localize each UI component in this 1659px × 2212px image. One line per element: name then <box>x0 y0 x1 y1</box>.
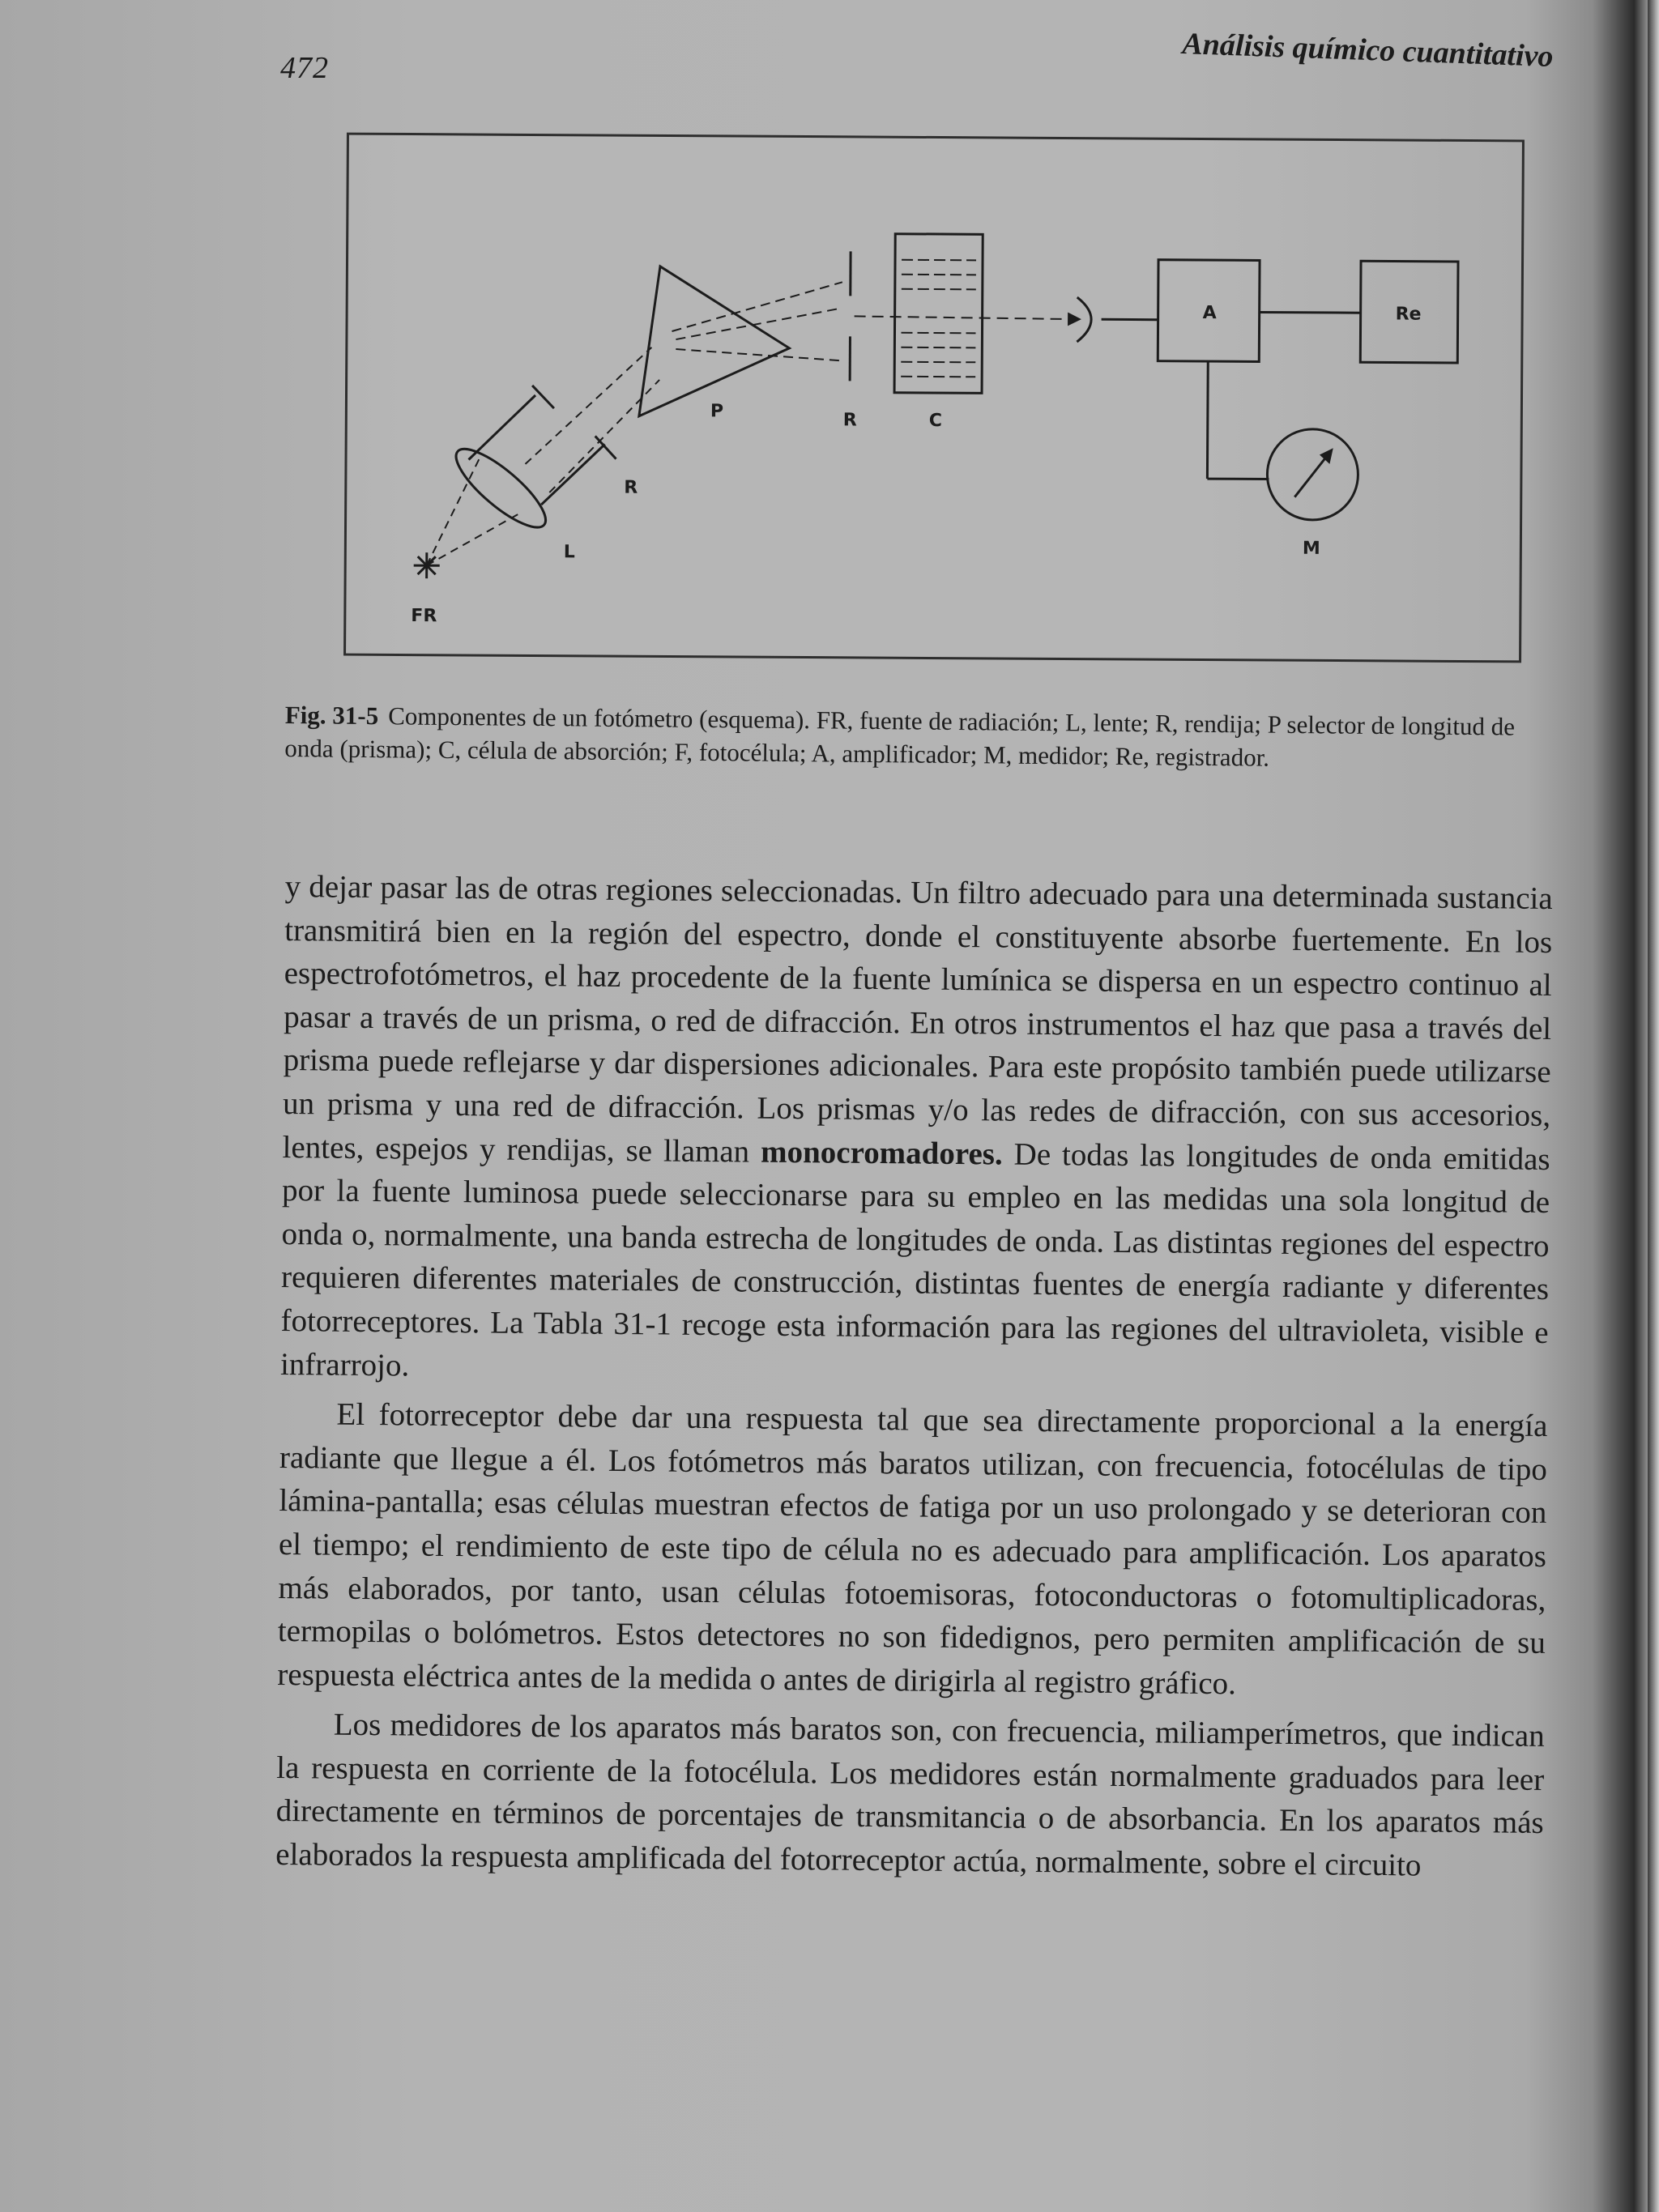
paragraph-1 <box>280 865 1553 1398</box>
label-m: M <box>1302 538 1320 559</box>
paragraph-1-text: y dejar pasar las de otras regiones seleccionadas. Un filtro adecuado para una determinada sustancia transmitirá bien en la región del espectro, donde el constituyente absorbe fuertemente. En los espectrofotómetros, el haz procedente de la fuente lumínica se dispersa en un espectro continuo al pasar a través de un prisma, o red de difracción. En otros instrumentos el haz que pasa a través del prisma puede reflejarse y dar dispersiones adicionales. Para este propósito también puede utilizarse un prisma y una red de difracción. Los prismas y/o las redes de difracción, con sus accesorios, lentes, espejos y rendijas, se llaman <box>282 868 1553 1170</box>
figure-caption-text: Componentes de un fotómetro (esquema). FR, fuente de radiación; L, lente; R, rendija; P selector de longitud de onda (prisma); C, célula de absorción; F, fotocélula; A, amplificador; M, medidor; Re, registrador. <box>284 701 1516 772</box>
label-fr: FR <box>411 606 437 627</box>
photometer-diagram <box>343 133 1525 663</box>
figure-caption-ref: Fig. 31-5 <box>284 700 379 731</box>
figure-caption <box>284 698 1561 777</box>
page-number: 472 <box>280 51 329 85</box>
book-binding-edge <box>1648 0 1659 2212</box>
body-text <box>275 865 1553 1889</box>
slit-lower-icon <box>468 385 616 505</box>
running-head: Análisis químico cuantitativo <box>1181 27 1554 74</box>
paragraph-1-rest: De todas las longitudes de onda emitidas por la fuente luminosa puede seleccionarse para su empleo en las medidas una sola longitud de onda o, normalmente, una banda estrecha de longitudes de onda. Las distintas regiones del espectro requieren diferentes materiales de construcción, distintas fuentes de energía radiante y diferentes fotorreceptores. La Tabla 31-1 recoge esta información para las regiones del ultravioleta, visible e infrarrojo. <box>279 1136 1550 1383</box>
label-r-upper: R <box>842 410 857 431</box>
slit-upper-icon <box>850 251 851 381</box>
prism-icon <box>639 266 790 417</box>
absorption-cell-icon <box>894 234 983 394</box>
paragraph-2: El fotorreceptor debe dar una respuesta tal que sea directamente proporcional a la energía radiante que llegue a él. Los fotómetros más baratos utilizan, con frecuencia, fotocélulas de tipo lámina-pantalla; esas células muestran efectos de fatiga por un uso prolongado y se deterioran con el tiempo; el rendimiento de este tipo de célula no es adecuado para amplificación. Los aparatos más elaborados, por tanto, usan células fotoemisoras, fotoconductoras o fotomultiplicadoras, termopilas o bolómetros. Estos detectores no son fidedignos, pero permiten amplificación de su respuesta eléctrica antes de la medida o antes de dirigirla al registro gráfico. <box>277 1396 1548 1702</box>
paragraph-3: Los medidores de los aparatos más baratos son, con frecuencia, miliamperímetros, que indican la respuesta en corriente de la fotocélula. Los medidores están normalmente graduados para leer directamente en términos de porcentajes de transmitancia o de absorbancia. En los aparatos más elaborados la respuesta amplificada del fotorreceptor actúa, normalmente, sobre el circuito <box>275 1707 1545 1883</box>
label-l: L <box>563 542 575 563</box>
label-a: A <box>1202 303 1217 324</box>
meter-icon <box>1267 429 1358 521</box>
label-re: Re <box>1395 304 1422 325</box>
label-c: C <box>928 410 943 432</box>
label-r-lower: R <box>624 477 638 498</box>
term-monocromadores: monocromadores. <box>760 1134 1003 1172</box>
label-p: P <box>710 401 724 422</box>
